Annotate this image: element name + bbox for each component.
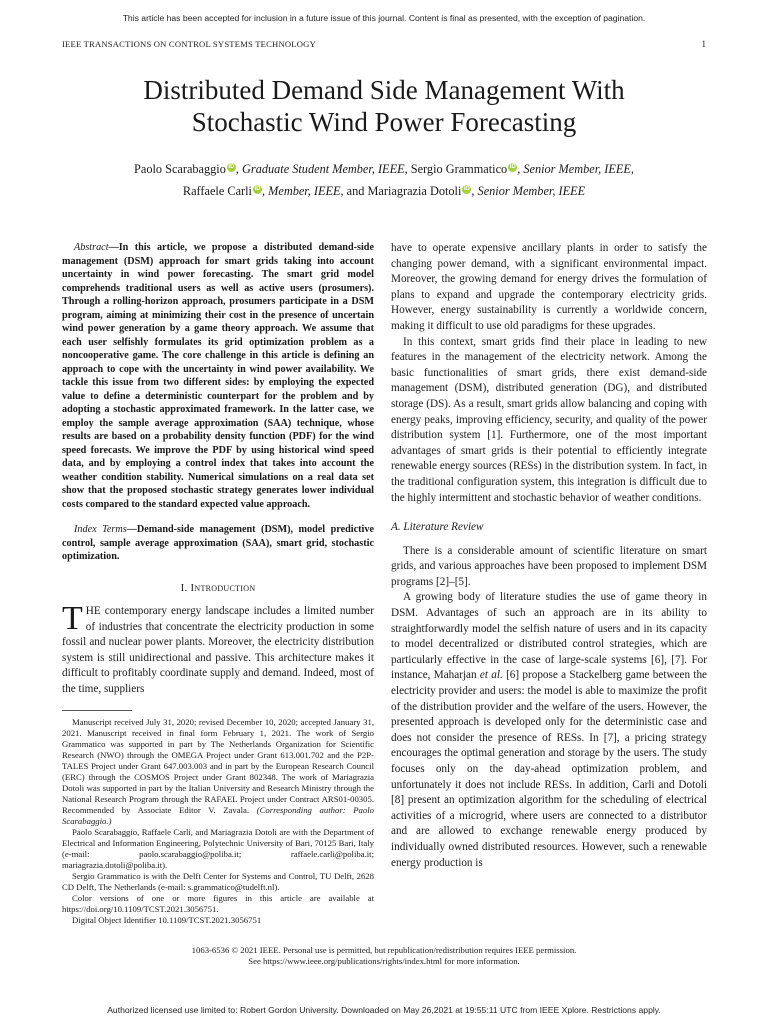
- intro-paragraph: THE contemporary energy landscape includes a limited number of industries that concentrate the electricity production in some fossil and nuclear power plants. Moreover, the electricity distribution system is still unidirectional and passive. This architecture makes it difficult to profitably coordinate supply and demand. Indeed, most of the time, suppliers: [62, 600, 374, 695]
- abstract: [62, 241, 374, 511]
- title-line-1: Distributed Demand Side Management With: [143, 75, 625, 105]
- author-name: , and Mariagrazia Dotoli: [340, 184, 462, 198]
- license-notice: Authorized licensed use limited to: Robert Gordon University. Downloaded on May 26,2021 at 19:55:11 UTC from IEEE Xplore. Restrictions apply.: [107, 1005, 661, 1015]
- author-name: Paolo Scarabaggio: [134, 162, 226, 176]
- footnote-color-figures: Color versions of one or more figures in this article are available at https://doi.org/10.1109/TCST.2021.3056751.: [62, 892, 374, 914]
- paper-title: [62, 74, 706, 138]
- index-terms-text: —Demand-side management (DSM), model predictive control, sample average approximation (SAA), smart grid, stochastic optimization.: [62, 524, 374, 562]
- orcid-icon[interactable]: iD: [463, 186, 470, 192]
- author-list: [62, 158, 706, 202]
- section-heading-introduction: I. Introduction: [180, 581, 256, 594]
- author-role: , Senior Member, IEEE: [471, 184, 586, 198]
- right-column: [391, 241, 707, 871]
- footnote-manuscript: Manuscript received July 31, 2020; revised December 10, 2020; accepted January 31, 2021. Manuscript received in final form February 1, 2021. The work of Sergio Grammatico was supported in part by The Netherlands Organization for Scientific Research (NWO) through the OMEGA Project under Grant 613.001.702 and the P2P-TALES Project under Grant 647.003.003 and in part by the European Research Council (ERC) through the COSMOS Project under Grant 802348. The work of Mariagrazia Dotoli was supported in part by the Italian University and Research Ministry through the National Research Program through the RAFAEL Project under Contract ARS01-00305. Recommended by Associate Editor V. Zavala. (Corresponding author: Paolo Scarabaggio.): [62, 716, 375, 826]
- orcid-icon[interactable]: iD: [228, 164, 235, 170]
- author-line-1: Paolo Scarabaggio iD , Graduate Student Member, IEEE, Sergio Grammatico iD , Senior Member, IEEE,: [134, 162, 634, 176]
- acceptance-notice: This article has been accepted for inclusion in a future issue of this journal. Content is final as presented, with the exception of pagination.: [122, 13, 646, 23]
- title-line-2: Stochastic Wind Power Forecasting: [191, 107, 577, 137]
- copyright-notice: 1063-6536 © 2021 IEEE. Personal use is permitted, but republication/redistribution requires IEEE permission. See https://www.ieee.org/publications/rights/index.html for more information.: [191, 945, 577, 966]
- page-number: 1: [701, 39, 706, 49]
- journal-running-head: IEEE TRANSACTIONS ON CONTROL SYSTEMS TECHNOLOGY: [62, 39, 316, 49]
- abstract-lead: Abstract: [74, 242, 109, 253]
- author-name: Raffaele Carli: [182, 184, 252, 198]
- body-paragraph: In this context, smart grids find their place in leading to new features in the management of the electricity network. Among the basic functionalities of smart grids, there exist demand-side management (DSM), distributed generation (DG), and distributed storage (DS). As a result, smart grids allow balancing and coping with energy peaks, improving efficiency, security, and quality of the power distribution system [1]. Furthermore, one of the most important advantages of smart grids is their potential to efficiently integrate renewable energy sources (RESs) in the distribution system. In fact, in the traditional configuration system, this integration is difficult due to the highly intermittent and stochastic behavior of weather conditions.: [391, 335, 707, 504]
- subsection-heading-literature-review: A. Literature Review: [391, 521, 484, 534]
- body-paragraph: have to operate expensive ancillary plants in order to satisfy the changing power demand, with a significant environmental impact. Moreover, the growing demand for energy drives the formulation of plans to expand and upgrade the contemporary electricity grids. However, energy sustainability is currently a worldwide concern, making it difficult to use old paradigms for these upgrades.: [391, 242, 707, 332]
- author-line-2: [62, 180, 706, 202]
- drop-cap: T: [62, 600, 83, 637]
- footnote-affiliation-bari: Paolo Scarabaggio, Raffaele Carli, and Mariagrazia Dotoli are with the Department of Electrical and Information Engineering, Polytechnic University of Bari, 70125 Bari, Italy (e-mail: paolo.scarabaggio@poliba.it; raffaele.carli@poliba.it; mariagrazia.dotoli@poliba.it).: [62, 826, 374, 870]
- orcid-icon[interactable]: iD: [254, 186, 261, 192]
- author-role: , Member, IEEE: [261, 184, 341, 198]
- index-terms: [62, 523, 374, 564]
- footnote-doi: Digital Object Identifier 10.1109/TCST.2021.3056751: [72, 914, 262, 925]
- author-role: , Graduate Student Member, IEEE: [235, 162, 405, 176]
- abstract-text: —In this article, we propose a distributed demand-side management (DSM) approach for smart grids taking into account uncertainty in wind power forecasting. The smart grid model comprehends traditional users as well as active users (prosumers). Through a rolling-horizon approach, prosumers participate in a DSM program, aiming at minimizing their cost in the presence of uncertain wind power generation by a game theory approach. We assume that each user selfishly formulates its grid optimization problem as a noncooperative game. The core challenge in this article is defining an approach to cope with the uncertainty in wind power availability. We tackle this issue from two different sides: by employing the expected value to define a deterministic counterpart for the problem and by adopting a stochastic approximated framework. In the latter case, we employ the sample average approximation (SAA) technique, whose results are based on a probability density function (PDF) for the wind speed forecasts. We improve the PDF by using historical wind speed data, and by employing a control index that takes into account the weather condition stability. Numerical simulations on a real data set show that the proposed stochastic strategy generates lower individual costs compared to the standard expected value approach.: [62, 242, 374, 510]
- body-paragraph: There is a considerable amount of scientific literature on smart grids, and various approaches have been proposed to implement DSM programs [2]–[5].: [391, 544, 707, 588]
- index-terms-lead: Index Terms: [74, 524, 127, 535]
- left-column: [62, 241, 374, 926]
- footnote-affiliation-delft: Sergio Grammatico is with the Delft Center for Systems and Control, TU Delft, 2628 CD Delft, The Netherlands (e-mail: s.grammatico@tudelft.nl).: [62, 870, 374, 892]
- author-role: , Senior Member, IEEE: [517, 162, 631, 176]
- orcid-icon[interactable]: iD: [509, 164, 516, 170]
- author-name: , Sergio Grammatico: [404, 162, 508, 176]
- footnote-divider: [62, 710, 132, 711]
- body-paragraph: A growing body of literature studies the use of game theory in DSM. Advantages of such an approach are in its ability to straightforwardly model the selfish nature of users and in its capacity to model decentralized or distributed control strategies, which are particularly effective in the case of large-scale systems [6], [7]. For instance, Maharjan et al. [6] propose a Stackelberg game between the electricity provider and users: the model is able to maximize the profit of the distribution provider and the welfare of the users. However, the presented approach is developed only for the deterministic case and does not consider the presence of RESs. In [7], a pricing strategy encourages the optimal generation and storage by the users. The study focuses only on the day-ahead optimization problem, and unfortunately it does not include RESs. In addition, Carli and Dotoli [8] present an optimization algorithm for the scheduling of electrical activities of a microgrid, where users are connected to a distributor and are allowed to exchange renewable energy produced by individually owned distributed resources. However, such a renewable energy production is: [391, 591, 708, 869]
